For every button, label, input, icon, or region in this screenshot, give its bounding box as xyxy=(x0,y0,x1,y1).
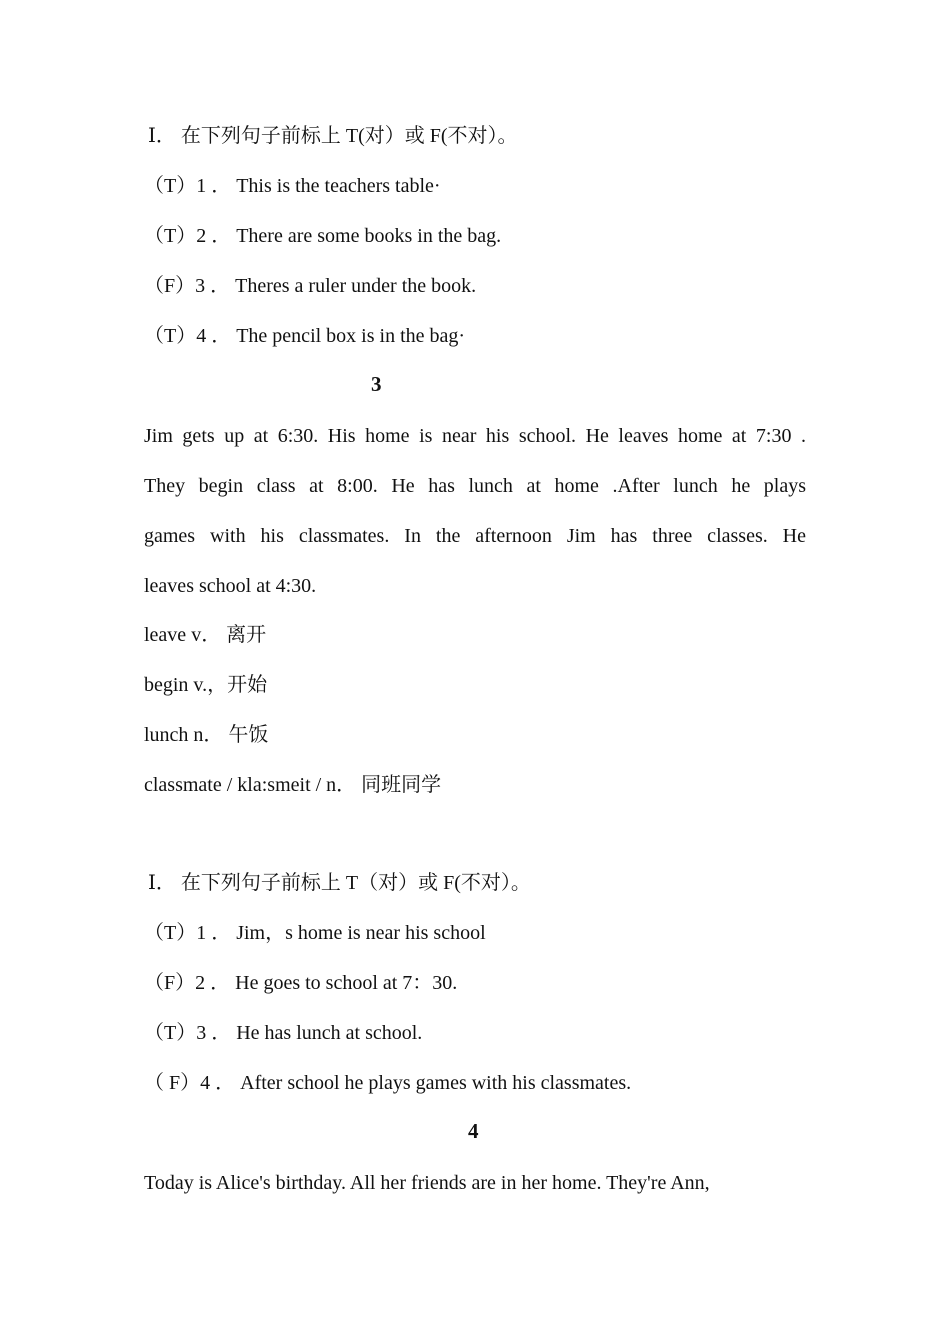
quiz-item: （T）2 ． There are some books in the bag. xyxy=(144,225,502,247)
passage-line: They begin class at 8:00. He has lunch at home .After lunch he plays xyxy=(144,475,806,497)
quiz-item: （T）4 ． The pencil box is in the bag· xyxy=(144,325,466,347)
quiz-instruction: Ⅰ． 在下列句子前标上 T（对）或 F(不对）。 xyxy=(148,872,531,894)
quiz-item: （F）3 ． Theres a ruler under the book. xyxy=(144,275,477,297)
quiz-item: （T）1 ． Jim，s home is near his school xyxy=(144,922,486,944)
section-heading: 3 xyxy=(371,372,382,396)
vocabulary-item: leave v． 离开 xyxy=(144,624,267,646)
passage-line: Jim gets up at 6:30. His home is near his school. He leaves home at 7:30 . xyxy=(144,425,806,447)
passage-line: Today is Alice's birthday. All her friends are in her home. They're Ann, xyxy=(144,1172,710,1194)
passage-line: leaves school at 4:30. xyxy=(144,575,317,597)
quiz-item: （F）2 ． He goes to school at 7：30. xyxy=(144,972,458,994)
vocabulary-item: classmate / kla:smeit / n． 同班同学 xyxy=(144,774,442,796)
section-heading: 4 xyxy=(468,1119,479,1143)
quiz-item: （ F）4 ． After school he plays games with his classmates. xyxy=(144,1072,632,1094)
vocabulary-item: lunch n． 午饭 xyxy=(144,724,269,746)
quiz-item: （T）3 ． He has lunch at school. xyxy=(144,1022,423,1044)
vocabulary-item: begin v.，开始 xyxy=(144,674,268,696)
passage-line: games with his classmates. In the afternoon Jim has three classes. He xyxy=(144,525,806,547)
quiz-instruction: Ⅰ． 在下列句子前标上 T(对）或 F(不对）。 xyxy=(148,125,518,147)
quiz-item: （T）1 ． This is the teachers table· xyxy=(144,175,441,197)
